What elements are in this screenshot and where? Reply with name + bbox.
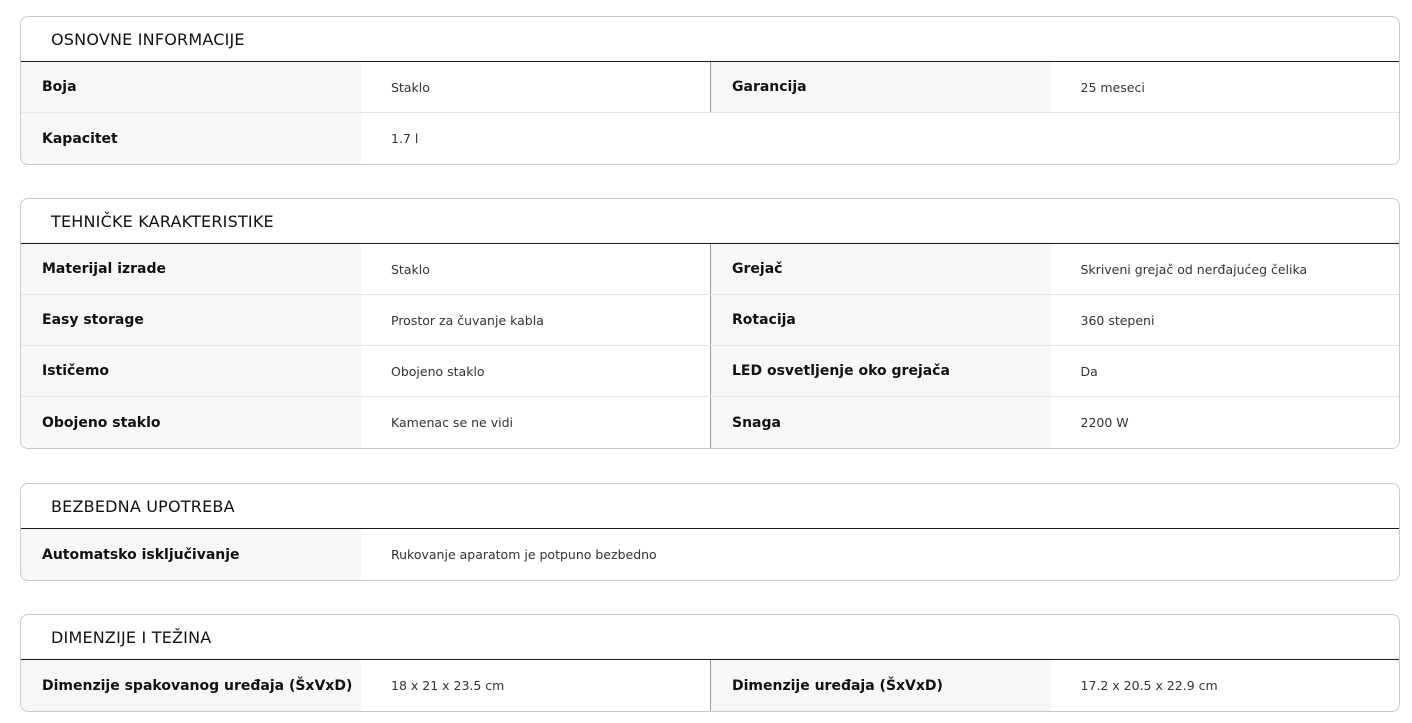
spec-label: Easy storage xyxy=(21,295,361,345)
spec-label: Kapacitet xyxy=(21,113,361,164)
spec-value: Staklo xyxy=(361,244,710,294)
spec-row xyxy=(21,529,1399,580)
spec-label: Ističemo xyxy=(21,346,361,396)
spec-item xyxy=(710,295,1399,345)
spec-item-empty xyxy=(710,529,1399,580)
section-title: BEZBEDNA UPOTREBA xyxy=(21,484,1399,529)
spec-value: 360 stepeni xyxy=(1051,295,1400,345)
spec-label: Dimenzije spakovanog uređaja (ŠxVxD) xyxy=(21,660,361,711)
spec-section xyxy=(20,483,1400,581)
spec-value: 25 meseci xyxy=(1051,62,1400,112)
spec-item xyxy=(21,62,710,112)
spec-item xyxy=(21,660,710,711)
spec-section xyxy=(20,198,1400,449)
spec-value: 2200 W xyxy=(1051,397,1400,448)
spec-label xyxy=(710,529,1050,580)
section-title: OSNOVNE INFORMACIJE xyxy=(21,17,1399,62)
spec-item-empty xyxy=(710,113,1399,164)
spec-row xyxy=(21,397,1399,448)
section-title: DIMENZIJE I TEŽINA xyxy=(21,615,1399,660)
spec-value xyxy=(1050,529,1399,580)
spec-row xyxy=(21,244,1399,295)
spec-value: 17.2 x 20.5 x 22.9 cm xyxy=(1051,660,1400,711)
spec-label: Garancija xyxy=(711,62,1051,112)
spec-value: 1.7 l xyxy=(361,113,710,164)
spec-value: Obojeno staklo xyxy=(361,346,710,396)
spec-label: LED osvetljenje oko grejača xyxy=(711,346,1051,396)
spec-label: Dimenzije uređaja (ŠxVxD) xyxy=(711,660,1051,711)
spec-item xyxy=(710,397,1399,448)
spec-item xyxy=(21,346,710,396)
spec-value: Skriveni grejač od nerđajućeg čelika xyxy=(1051,244,1400,294)
spec-item xyxy=(21,397,710,448)
spec-item xyxy=(710,660,1399,711)
spec-item xyxy=(710,62,1399,112)
spec-section xyxy=(20,16,1400,165)
spec-row xyxy=(21,346,1399,397)
spec-value: Rukovanje aparatom je potpuno bezbedno xyxy=(361,529,710,580)
spec-item xyxy=(21,244,710,294)
spec-value: Staklo xyxy=(361,62,710,112)
spec-label: Obojeno staklo xyxy=(21,397,361,448)
spec-row xyxy=(21,660,1399,711)
spec-row xyxy=(21,113,1399,164)
spec-value: 18 x 21 x 23.5 cm xyxy=(361,660,710,711)
spec-item xyxy=(710,244,1399,294)
spec-label: Automatsko isključivanje xyxy=(21,529,361,580)
spec-label: Snaga xyxy=(711,397,1051,448)
spec-label xyxy=(710,113,1050,164)
spec-value: Kamenac se ne vidi xyxy=(361,397,710,448)
spec-label: Boja xyxy=(21,62,361,112)
spec-value: Prostor za čuvanje kabla xyxy=(361,295,710,345)
spec-value xyxy=(1050,113,1399,164)
spec-row xyxy=(21,62,1399,113)
spec-item xyxy=(710,346,1399,396)
section-title: TEHNIČKE KARAKTERISTIKE xyxy=(21,199,1399,244)
spec-value: Da xyxy=(1051,346,1400,396)
spec-item xyxy=(21,529,710,580)
spec-row xyxy=(21,295,1399,346)
spec-item xyxy=(21,295,710,345)
spec-item xyxy=(21,113,710,164)
spec-label: Materijal izrade xyxy=(21,244,361,294)
spec-section xyxy=(20,614,1400,712)
spec-label: Rotacija xyxy=(711,295,1051,345)
spec-label: Grejač xyxy=(711,244,1051,294)
